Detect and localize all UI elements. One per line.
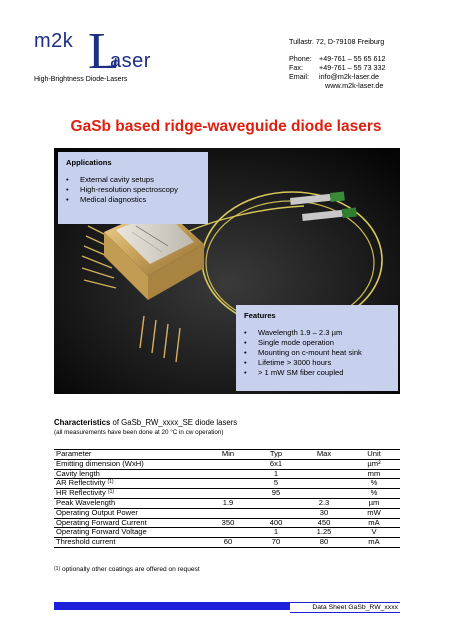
measurement-note: (all measurements have been done at 20 °C in cw operation) [54, 429, 224, 436]
logo-tagline: High-Brightness Diode-Lasers [34, 76, 128, 83]
features-title: Features [244, 311, 276, 320]
cell-unit: µm² [348, 459, 400, 469]
table-row [54, 459, 400, 469]
cell-min [204, 489, 252, 499]
cell-typ: 1 [252, 469, 300, 479]
email-link[interactable]: info@m2k-laser.de [319, 72, 380, 81]
website-link[interactable]: www.m2k-laser.de [325, 81, 384, 90]
cell-param: Operating Forward Current [54, 518, 204, 528]
cell-min [204, 479, 252, 489]
list-item: • > 1 mW SM fiber coupled [244, 368, 390, 378]
list-item: • Wavelength 1.9 – 2.3 µm [244, 328, 390, 338]
spec-table [54, 449, 400, 548]
logo-m2k: m2k [34, 30, 74, 52]
cell-typ: 1 [252, 528, 300, 538]
cell-unit: % [348, 479, 400, 489]
header-typ: Typ [252, 450, 300, 460]
list-item: • High-resolution spectroscopy [66, 185, 200, 195]
characteristics-bold: Characteristics [54, 418, 111, 427]
cell-param: Cavity length [54, 469, 204, 479]
cell-typ [252, 508, 300, 518]
cell-param: HR Reflectivity $^{(1)}$ [54, 489, 204, 499]
cell-max [300, 479, 348, 489]
characteristics-rest: of GaSb_RW_xxxx_SE diode lasers [110, 418, 238, 427]
cell-max: 450 [300, 518, 348, 528]
cell-param: Threshold current [54, 538, 204, 548]
cell-unit: mW [348, 508, 400, 518]
cell-param: Peak Wavelength [54, 498, 204, 508]
cell-max [300, 459, 348, 469]
cell-max [300, 489, 348, 499]
cell-typ [252, 498, 300, 508]
applications-list [66, 175, 200, 205]
email-row [289, 72, 386, 81]
cell-typ: 95 [252, 489, 300, 499]
company-logo [30, 23, 170, 88]
cell-unit: mm [348, 469, 400, 479]
list-item: • Lifetime > 3000 hours [244, 358, 390, 368]
cell-min [204, 469, 252, 479]
cell-param: Emitting dimension (WxH) [54, 459, 204, 469]
contact-block [289, 37, 386, 90]
cell-max: 1.25 [300, 528, 348, 538]
header-parameter: Parameter [54, 450, 204, 460]
cell-min: 350 [204, 518, 252, 528]
fax-row [289, 63, 386, 72]
address: Tullastr. 72, D-79108 Freiburg [289, 37, 385, 46]
logo-aser: aser [110, 50, 151, 72]
page-title: GaSb based ridge-waveguide diode lasers [70, 118, 382, 135]
list-item: • Medical diagnostics [66, 195, 200, 205]
cell-param: Operating Output Power [54, 508, 204, 518]
header-max: Max [300, 450, 348, 460]
fax-label: Fax: [289, 63, 303, 72]
footnote: $^{(1)}$ optionally other coatings are offered on request [54, 566, 200, 573]
phone-row [289, 54, 386, 63]
cell-typ: 5 [252, 479, 300, 489]
list-item: • Mounting on c-mount heat sink [244, 348, 390, 358]
features-list [244, 328, 390, 378]
cell-unit: mA [348, 518, 400, 528]
cell-max: 30 [300, 508, 348, 518]
cell-unit: µm [348, 498, 400, 508]
applications-box [58, 152, 208, 224]
cell-unit: mA [348, 538, 400, 548]
cell-unit: % [348, 489, 400, 499]
list-item: • External cavity setups [66, 175, 200, 185]
fax-number: +49-761 – 55 73 332 [319, 63, 386, 72]
cell-min: 1.9 [204, 498, 252, 508]
logo-l: L [88, 23, 120, 80]
characteristics-heading [54, 418, 237, 427]
cell-param: Operating Forward Voltage [54, 528, 204, 538]
cell-typ: 6x1 [252, 459, 300, 469]
header-unit: Unit [348, 450, 400, 460]
cell-min [204, 508, 252, 518]
cell-unit: V [348, 528, 400, 538]
cell-typ: 70 [252, 538, 300, 548]
cell-max [300, 469, 348, 479]
phone-number: +49-761 – 55 65 612 [319, 54, 386, 63]
cell-max: 80 [300, 538, 348, 548]
cell-min: 60 [204, 538, 252, 548]
cell-min [204, 459, 252, 469]
header-min: Min [204, 450, 252, 460]
cell-max: 2.3 [300, 498, 348, 508]
cell-typ: 400 [252, 518, 300, 528]
email-label: Email: [289, 72, 309, 81]
list-item: • Single mode operation [244, 338, 390, 348]
phone-label: Phone: [289, 54, 312, 63]
applications-title: Applications [66, 158, 112, 167]
cell-param: AR Reflectivity $^{(1)}$ [54, 479, 204, 489]
features-box [236, 305, 398, 391]
footer-label: Data Sheet GaSb_RW_xxxx [290, 603, 400, 613]
table-row [54, 538, 400, 548]
